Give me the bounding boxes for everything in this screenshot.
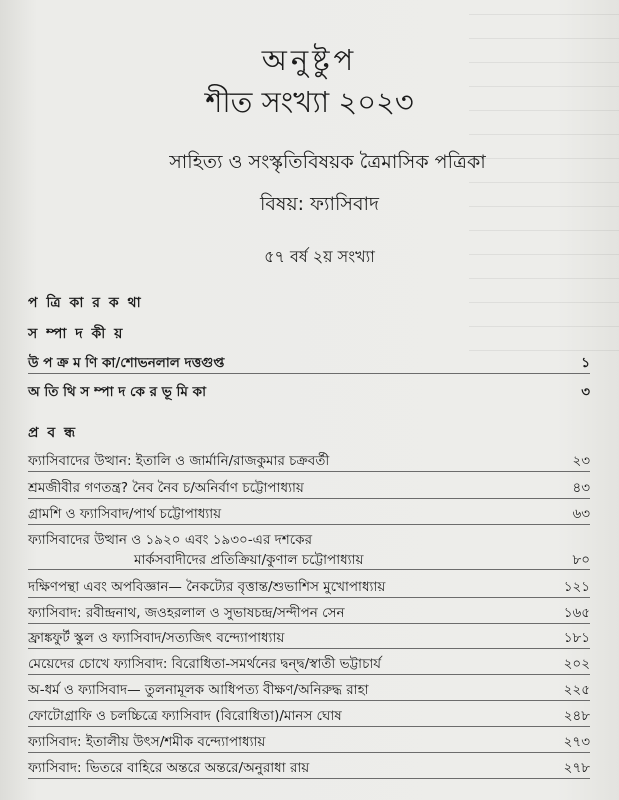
divider [28, 674, 590, 675]
divider [28, 498, 590, 499]
toc-title: দক্ষিণপন্থা এবং অপবিজ্ঞান— নৈকট্যের বৃত্তান্ত/শুভাশিস মুখোপাধ্যায় [28, 579, 386, 595]
toc-entry [28, 352, 590, 374]
toc-title: মেয়েদের চোখে ফ্যাসিবাদ: বিরোধিতা-সমর্থনের দ্বন্দ্ব/স্বাতী ভট্টাচার্য [28, 656, 382, 672]
toc-title: ফ্যাসিবাদ: ইতালীয় উৎস/শমীক বন্দ্যোপাধ্যায় [28, 734, 266, 750]
divider [28, 597, 590, 598]
toc-entry-continued [28, 549, 590, 571]
toc-entry [28, 653, 590, 675]
subtitle: সাহিত্য ও সংস্কৃতিবিষয়ক ত্রৈমাসিক পত্রিকা [169, 151, 486, 173]
toc-title: অ-ধর্ম ও ফ্যাসিবাদ— তুলনামূলক আধিপত্য বীক্ষণ/অনিরুদ্ধ রাহা [28, 682, 369, 698]
divider [28, 778, 590, 779]
toc-page: ২৭৮ [563, 760, 590, 776]
volume: ৫৭ বর্ষ ২য় সংখ্যা [264, 247, 375, 266]
toc-page: ১ [581, 355, 590, 371]
toc-entry [28, 450, 590, 472]
toc-title: ফোটোগ্রাফি ও চলচ্চিত্রে ফ্যাসিবাদ (বিরোধিতা)/মানস ঘোষ [28, 708, 342, 724]
toc-page: ৪৩ [572, 480, 590, 496]
toc-entry [28, 705, 590, 727]
toc-title: ফ্যাসিবাদের উত্থান: ইতালি ও জার্মানি/রাজকুমার চক্রবর্তী [28, 453, 330, 469]
section-prabandha: প্র ব ন্ধ [28, 425, 78, 441]
toc-entry [28, 627, 590, 649]
toc-entry [28, 477, 590, 499]
divider [28, 726, 590, 727]
divider [28, 471, 590, 472]
toc-title: ফ্যাসিবাদের উত্থান ও ১৯২০ এবং ১৯৩০-এর দশকের [28, 532, 313, 548]
toc-entry [28, 381, 590, 403]
toc-title-continued: মার্কসবাদীদের প্রতিক্রিয়া/কুণাল চট্টোপাধ্যায় [134, 552, 364, 568]
divider [28, 648, 590, 649]
toc-title: উ প ক্র ম ণি কা/শোভনলাল দত্তগুপ্ত [28, 355, 225, 371]
toc-page: ২২৫ [563, 682, 590, 698]
toc-entry [28, 503, 590, 525]
toc-page: ১২১ [563, 579, 590, 595]
toc-title: অ তি থি স ম্পা দ কে র ভূ মি কা [28, 384, 206, 400]
toc-page: ২৭৩ [563, 734, 590, 750]
toc-entry [28, 529, 590, 551]
toc-page: ২৪৮ [563, 708, 590, 724]
toc-entry [28, 602, 590, 624]
divider [28, 752, 590, 753]
section-patrikar-katha: প ত্রি কা র ক থা [28, 295, 143, 311]
divider [28, 524, 590, 525]
issue-title: শীত সংখ্যা ২০২৩ [205, 85, 414, 119]
topic: বিষয়: ফ্যাসিবাদ [259, 193, 380, 215]
magazine-title: অনুষ্টুপ [261, 43, 358, 77]
toc-page: ২৩ [572, 453, 590, 469]
toc-page: ৬৩ [572, 506, 590, 522]
section-sampadakiya: স ম্পা দ কী য় [28, 326, 125, 342]
toc-page: ৩ [581, 384, 590, 400]
toc-title: শ্রমজীবীর গণতন্ত্র? নৈব নৈব চ/অনির্বাণ চট্টোপাধ্যায় [28, 480, 304, 496]
divider [28, 700, 590, 701]
toc-page: ৮০ [572, 552, 590, 568]
toc-page: ১৮১ [563, 630, 590, 646]
toc-page: ১৬৫ [563, 605, 590, 621]
toc-title: গ্রামশি ও ফ্যাসিবাদ/পার্থ চট্টোপাধ্যায় [28, 506, 222, 522]
toc-entry [28, 731, 590, 753]
toc-entry [28, 679, 590, 701]
toc-title: ফ্যাসিবাদ: ভিতরে বাহিরে অন্তরে অন্তরে/অনুরাধা রায় [28, 760, 310, 776]
toc-entry [28, 757, 590, 779]
divider [28, 569, 590, 570]
divider [28, 373, 590, 374]
toc-page: ২০২ [563, 656, 590, 672]
divider [28, 623, 590, 624]
toc-entry [28, 576, 590, 598]
toc-title: ফ্রাঙ্কফুর্ট স্কুল ও ফ্যাসিবাদ/সত্যজিৎ বন্দ্যোপাধ্যায় [28, 630, 285, 646]
toc-title: ফ্যাসিবাদ: রবীন্দ্রনাথ, জওহরলাল ও সুভাষচন্দ্র/সন্দীপন সেন [28, 605, 345, 621]
